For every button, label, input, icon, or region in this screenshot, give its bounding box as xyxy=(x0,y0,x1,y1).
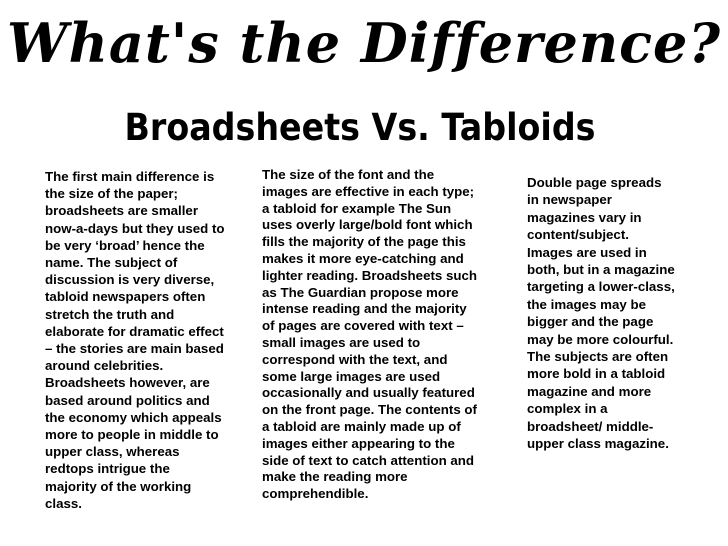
column-text: The first main difference is the size of the paper; broadsheets are smaller now-a-days but they used to be very ‘broad’ hence the name. The subject of discussion is very diverse, tabloid newspapers often stretch the truth and elaborate for dramatic effect – the stories are main based around celebrities. Broadsheets however, are based around politics and the economy which appeals more to people in middle to upper class, whereas redtops intrigue the majority of the working class. xyxy=(45,169,225,511)
column-text: Double page spreads in newspaper magazines vary in content/subject. Images are used in both, but in a magazine targeting a lower-class, the images may be bigger and the page may be more colourful. The subjects are often more bold in a tabloid magazine and more complex in a broadsheet/ middle-upper class magazine. xyxy=(527,175,675,452)
column-paper-size-and-subject xyxy=(45,168,225,512)
column-text: The size of the font and the images are effective in each type; a tabloid for example The Sun uses overly large/bold font which fills the majority of the page this makes it more eye-catching and lighter reading. Broadsheets such as The Guardian propose more intense reading and the majority of pages are covered with text – small images are used to correspond with the text, and some large images are used occasionally and usually featured on the front page. The contents of a tabloid are mainly made up of images either appearing to the side of text to catch attention and make the reading more comprehendible. xyxy=(262,167,478,502)
column-font-and-images xyxy=(262,167,482,503)
page-subtitle: Broadsheets Vs. Tabloids xyxy=(124,106,596,149)
page-title: What's the Difference? xyxy=(6,11,722,75)
column-double-page-spreads xyxy=(527,174,675,453)
